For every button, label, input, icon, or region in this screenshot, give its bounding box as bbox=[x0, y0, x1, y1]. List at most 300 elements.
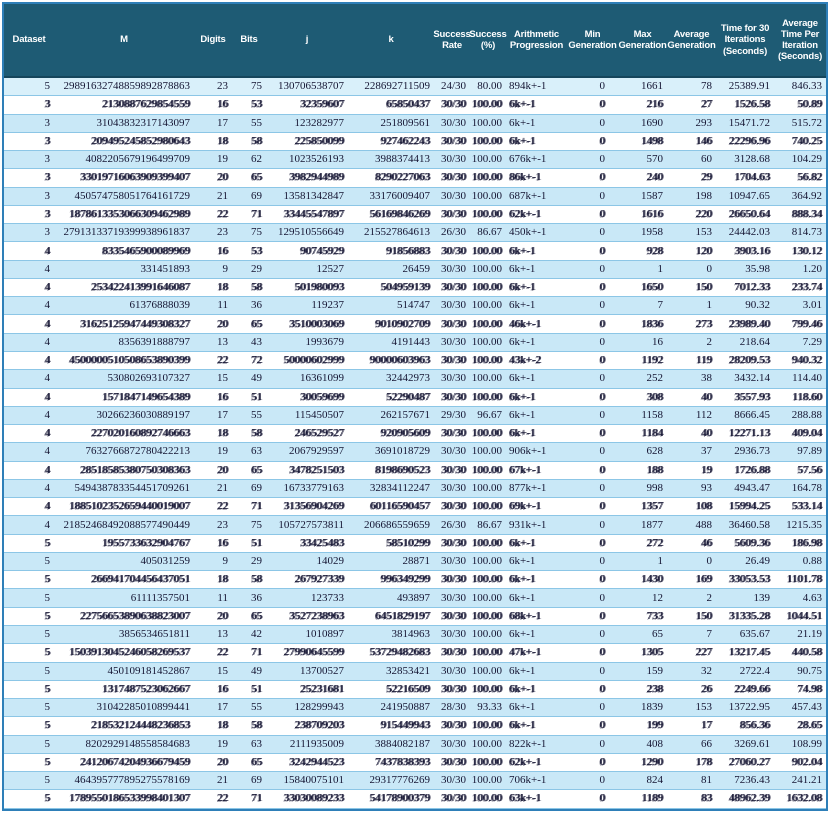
cell-m: 405031259 bbox=[140, 555, 190, 568]
cell-j: 130706538707 bbox=[278, 80, 344, 93]
cell-dataset: 4 bbox=[44, 244, 50, 257]
cell-dataset: 4 bbox=[44, 500, 50, 513]
cell-min_generation: 0 bbox=[599, 463, 605, 476]
cell-k: 33176009407 bbox=[369, 189, 430, 202]
cell-time_30_iterations: 33053.53 bbox=[728, 573, 770, 586]
cell-m: 331451893 bbox=[140, 262, 190, 275]
cell-success_pct: 100.00 bbox=[471, 737, 502, 750]
cell-j: 31356904269 bbox=[283, 500, 344, 513]
cell-k: 26459 bbox=[402, 262, 430, 275]
cell-dataset: 4 bbox=[44, 317, 50, 330]
cell-max_generation: 1184 bbox=[641, 427, 663, 440]
cell-k: 32853421 bbox=[386, 664, 430, 677]
cell-avg_time_per_iteration: 164.78 bbox=[791, 481, 822, 494]
cell-max_generation: 199 bbox=[646, 719, 663, 732]
cell-avg_time_per_iteration: 799.46 bbox=[791, 317, 822, 330]
cell-digits: 18 bbox=[217, 427, 228, 440]
cell-average_generation: 83 bbox=[701, 792, 712, 805]
cell-bits: 75 bbox=[251, 80, 262, 93]
table-row bbox=[4, 443, 826, 461]
cell-digits: 22 bbox=[217, 792, 228, 805]
cell-bits: 51 bbox=[251, 682, 262, 695]
cell-min_generation: 0 bbox=[599, 518, 605, 531]
cell-max_generation: 272 bbox=[646, 536, 663, 549]
cell-arithmetic_progression: 6k+-1 bbox=[509, 390, 536, 403]
cell-j: 12527 bbox=[316, 262, 344, 275]
cell-average_generation: 40 bbox=[701, 427, 712, 440]
cell-arithmetic_progression: 6k+-1 bbox=[509, 134, 536, 147]
table-row bbox=[4, 188, 826, 206]
cell-k: 6451829197 bbox=[375, 609, 430, 622]
cell-k: 54178900379 bbox=[369, 792, 430, 805]
cell-bits: 65 bbox=[251, 463, 262, 476]
cell-dataset: 4 bbox=[44, 463, 50, 476]
table-row bbox=[4, 589, 826, 607]
cell-k: 228692711509 bbox=[364, 80, 430, 93]
column-header-k: k bbox=[388, 34, 394, 46]
cell-success_rate: 30/30 bbox=[440, 262, 466, 275]
table-row bbox=[4, 389, 826, 407]
cell-k: 262157671 bbox=[380, 408, 430, 421]
cell-arithmetic_progression: 6k+-1 bbox=[509, 664, 536, 677]
cell-digits: 20 bbox=[217, 317, 228, 330]
cell-time_30_iterations: 24442.03 bbox=[728, 226, 770, 239]
cell-dataset: 4 bbox=[44, 372, 50, 385]
cell-min_generation: 0 bbox=[599, 354, 605, 367]
cell-bits: 71 bbox=[251, 500, 262, 513]
cell-arithmetic_progression: 676k+-1 bbox=[509, 153, 547, 166]
cell-digits: 13 bbox=[217, 335, 228, 348]
cell-arithmetic_progression: 6k+-1 bbox=[509, 244, 536, 257]
cell-dataset: 5 bbox=[44, 646, 50, 659]
cell-digits: 21 bbox=[217, 774, 228, 787]
cell-average_generation: 293 bbox=[695, 116, 712, 129]
cell-success_rate: 30/30 bbox=[440, 719, 466, 732]
cell-max_generation: 1877 bbox=[641, 518, 663, 531]
cell-k: 7437838393 bbox=[375, 755, 430, 768]
cell-avg_time_per_iteration: 50.89 bbox=[797, 98, 822, 111]
cell-arithmetic_progression: 46k+-1 bbox=[509, 317, 541, 330]
cell-arithmetic_progression: 86k+-1 bbox=[509, 171, 541, 184]
cell-avg_time_per_iteration: 7.29 bbox=[802, 335, 822, 348]
table-row bbox=[4, 790, 826, 808]
cell-max_generation: 570 bbox=[646, 153, 663, 166]
cell-j: 123733 bbox=[311, 591, 344, 604]
cell-time_30_iterations: 90.32 bbox=[745, 299, 770, 312]
table-row bbox=[4, 644, 826, 662]
cell-k: 52216509 bbox=[386, 682, 430, 695]
cell-arithmetic_progression: 6k+-1 bbox=[509, 335, 536, 348]
cell-arithmetic_progression: 6k+-1 bbox=[509, 555, 536, 568]
column-header-time_30_iterations: Time for 30 Iterations (Seconds) bbox=[720, 23, 770, 57]
cell-k: 3884082187 bbox=[375, 737, 430, 750]
table-row bbox=[4, 407, 826, 425]
cell-m: 31042285010899441 bbox=[96, 701, 190, 714]
cell-success_rate: 30/30 bbox=[440, 335, 466, 348]
cell-bits: 58 bbox=[251, 134, 262, 147]
cell-j: 16361099 bbox=[300, 372, 344, 385]
cell-time_30_iterations: 15471.72 bbox=[728, 116, 770, 129]
cell-m: 450574758051764161729 bbox=[74, 189, 190, 202]
cell-max_generation: 1 bbox=[657, 262, 663, 275]
cell-m: 29891632748859892878863 bbox=[63, 80, 190, 93]
cell-avg_time_per_iteration: 3.01 bbox=[802, 299, 822, 312]
cell-arithmetic_progression: 6k+-1 bbox=[509, 628, 536, 641]
cell-bits: 65 bbox=[251, 755, 262, 768]
cell-min_generation: 0 bbox=[599, 555, 605, 568]
cell-success_pct: 86.67 bbox=[477, 226, 502, 239]
cell-max_generation: 238 bbox=[646, 682, 663, 695]
cell-dataset: 3 bbox=[44, 134, 50, 147]
cell-dataset: 5 bbox=[44, 719, 50, 732]
cell-min_generation: 0 bbox=[599, 774, 605, 787]
cell-time_30_iterations: 3432.14 bbox=[734, 372, 770, 385]
cell-time_30_iterations: 23989.40 bbox=[728, 317, 770, 330]
cell-success_pct: 100.00 bbox=[471, 774, 502, 787]
cell-avg_time_per_iteration: 457.43 bbox=[791, 701, 822, 714]
cell-j: 27990645599 bbox=[283, 646, 344, 659]
cell-dataset: 5 bbox=[44, 591, 50, 604]
cell-digits: 20 bbox=[217, 609, 228, 622]
cell-k: 65850437 bbox=[386, 98, 430, 111]
cell-success_rate: 30/30 bbox=[440, 299, 466, 312]
cell-bits: 69 bbox=[251, 481, 262, 494]
table-row bbox=[4, 224, 826, 242]
cell-digits: 18 bbox=[217, 573, 228, 586]
cell-success_rate: 30/30 bbox=[440, 628, 466, 641]
cell-average_generation: 0 bbox=[706, 555, 712, 568]
cell-dataset: 4 bbox=[44, 281, 50, 294]
cell-average_generation: 1 bbox=[706, 299, 712, 312]
cell-arithmetic_progression: 6k+-1 bbox=[509, 281, 536, 294]
cell-arithmetic_progression: 6k+-1 bbox=[509, 262, 536, 275]
cell-max_generation: 1616 bbox=[641, 207, 663, 220]
cell-average_generation: 78 bbox=[701, 80, 712, 93]
table-row bbox=[4, 480, 826, 498]
cell-j: 238709203 bbox=[294, 719, 344, 732]
cell-time_30_iterations: 1526.58 bbox=[734, 98, 770, 111]
table-row bbox=[4, 115, 826, 133]
cell-arithmetic_progression: 62k+-1 bbox=[509, 207, 541, 220]
cell-bits: 51 bbox=[251, 536, 262, 549]
cell-digits: 23 bbox=[217, 518, 228, 531]
cell-m: 31625125947449308327 bbox=[80, 317, 190, 330]
table-row bbox=[4, 261, 826, 279]
cell-arithmetic_progression: 62k+-1 bbox=[509, 755, 541, 768]
cell-success_rate: 30/30 bbox=[440, 244, 466, 257]
cell-time_30_iterations: 635.67 bbox=[739, 628, 770, 641]
cell-digits: 15 bbox=[217, 372, 228, 385]
cell-dataset: 3 bbox=[44, 171, 50, 184]
cell-digits: 16 bbox=[217, 536, 228, 549]
table-row bbox=[4, 78, 826, 96]
cell-digits: 20 bbox=[217, 171, 228, 184]
cell-j: 128299943 bbox=[294, 701, 344, 714]
cell-digits: 22 bbox=[217, 500, 228, 513]
cell-avg_time_per_iteration: 97.89 bbox=[797, 445, 822, 458]
cell-average_generation: 19 bbox=[701, 463, 712, 476]
cell-arithmetic_progression: 6k+-1 bbox=[509, 116, 536, 129]
cell-avg_time_per_iteration: 114.40 bbox=[792, 372, 822, 385]
cell-m: 2130887629854559 bbox=[102, 98, 190, 111]
cell-min_generation: 0 bbox=[599, 153, 605, 166]
cell-avg_time_per_iteration: 57.56 bbox=[797, 463, 822, 476]
cell-success_rate: 30/30 bbox=[440, 774, 466, 787]
cell-success_rate: 30/30 bbox=[440, 317, 466, 330]
cell-arithmetic_progression: 67k+-1 bbox=[509, 463, 541, 476]
cell-min_generation: 0 bbox=[599, 390, 605, 403]
cell-j: 16733779163 bbox=[283, 481, 344, 494]
cell-dataset: 4 bbox=[44, 408, 50, 421]
cell-average_generation: 146 bbox=[695, 134, 712, 147]
cell-digits: 22 bbox=[217, 646, 228, 659]
cell-min_generation: 0 bbox=[599, 80, 605, 93]
cell-min_generation: 0 bbox=[599, 664, 605, 677]
cell-max_generation: 1357 bbox=[641, 500, 663, 513]
column-header-digits: Digits bbox=[200, 34, 226, 46]
cell-success_pct: 100.00 bbox=[471, 372, 502, 385]
cell-arithmetic_progression: 47k+-1 bbox=[509, 646, 541, 659]
cell-avg_time_per_iteration: 888.34 bbox=[791, 207, 822, 220]
cell-dataset: 4 bbox=[44, 427, 50, 440]
cell-success_rate: 30/30 bbox=[440, 755, 466, 768]
cell-min_generation: 0 bbox=[599, 500, 605, 513]
cell-success_rate: 30/30 bbox=[440, 555, 466, 568]
cell-j: 3242944523 bbox=[289, 755, 344, 768]
cell-bits: 29 bbox=[251, 262, 262, 275]
cell-success_rate: 30/30 bbox=[440, 737, 466, 750]
cell-success_rate: 30/30 bbox=[440, 463, 466, 476]
cell-m: 61376888039 bbox=[129, 299, 190, 312]
results-table bbox=[2, 2, 828, 811]
cell-avg_time_per_iteration: 108.99 bbox=[791, 737, 822, 750]
cell-bits: 55 bbox=[251, 701, 262, 714]
cell-average_generation: 38 bbox=[701, 372, 712, 385]
cell-m: 530802693107327 bbox=[107, 372, 190, 385]
table-row bbox=[4, 315, 826, 333]
cell-min_generation: 0 bbox=[599, 134, 605, 147]
cell-k: 514747 bbox=[397, 299, 430, 312]
cell-time_30_iterations: 3903.16 bbox=[734, 244, 770, 257]
cell-avg_time_per_iteration: 233.74 bbox=[791, 281, 822, 294]
table-row bbox=[4, 663, 826, 681]
cell-j: 3478251503 bbox=[289, 463, 344, 476]
table-row bbox=[4, 151, 826, 169]
cell-dataset: 5 bbox=[44, 609, 50, 622]
cell-time_30_iterations: 10947.65 bbox=[728, 189, 770, 202]
cell-average_generation: 7 bbox=[706, 628, 712, 641]
cell-dataset: 4 bbox=[44, 262, 50, 275]
cell-k: 241950887 bbox=[380, 701, 430, 714]
cell-dataset: 3 bbox=[44, 189, 50, 202]
cell-dataset: 5 bbox=[44, 701, 50, 714]
cell-bits: 42 bbox=[251, 628, 262, 641]
cell-bits: 65 bbox=[251, 317, 262, 330]
table-row bbox=[4, 169, 826, 187]
cell-arithmetic_progression: 6k+-1 bbox=[509, 299, 536, 312]
cell-success_rate: 30/30 bbox=[440, 646, 466, 659]
cell-m: 227020160892746663 bbox=[91, 427, 190, 440]
cell-time_30_iterations: 3269.61 bbox=[734, 737, 770, 750]
cell-j: 123282977 bbox=[294, 116, 344, 129]
cell-m: 450109181452867 bbox=[107, 664, 190, 677]
cell-k: 504959139 bbox=[380, 281, 430, 294]
column-header-j: j bbox=[305, 34, 309, 46]
cell-max_generation: 928 bbox=[646, 244, 663, 257]
cell-min_generation: 0 bbox=[599, 609, 605, 622]
cell-time_30_iterations: 2722.4 bbox=[739, 664, 770, 677]
cell-max_generation: 1430 bbox=[641, 573, 663, 586]
cell-bits: 43 bbox=[251, 335, 262, 348]
cell-m: 1955733632904767 bbox=[102, 536, 190, 549]
cell-avg_time_per_iteration: 28.65 bbox=[797, 719, 822, 732]
cell-success_pct: 100.00 bbox=[471, 427, 502, 440]
cell-min_generation: 0 bbox=[599, 226, 605, 239]
cell-average_generation: 37 bbox=[701, 445, 712, 458]
cell-digits: 11 bbox=[217, 299, 228, 312]
cell-time_30_iterations: 2936.73 bbox=[734, 445, 770, 458]
cell-min_generation: 0 bbox=[599, 317, 605, 330]
cell-max_generation: 824 bbox=[646, 774, 663, 787]
cell-max_generation: 188 bbox=[646, 463, 663, 476]
cell-success_rate: 30/30 bbox=[440, 481, 466, 494]
cell-avg_time_per_iteration: 1101.78 bbox=[786, 573, 822, 586]
table-row bbox=[4, 772, 826, 790]
cell-bits: 55 bbox=[251, 408, 262, 421]
cell-time_30_iterations: 1704.63 bbox=[734, 171, 770, 184]
cell-k: 32442973 bbox=[386, 372, 430, 385]
cell-j: 14029 bbox=[316, 555, 344, 568]
cell-success_pct: 100.00 bbox=[471, 664, 502, 677]
cell-arithmetic_progression: 69k+-1 bbox=[509, 500, 541, 513]
cell-m: 24120674204936679459 bbox=[80, 755, 190, 768]
cell-dataset: 4 bbox=[44, 445, 50, 458]
cell-digits: 22 bbox=[217, 207, 228, 220]
cell-j: 50000602999 bbox=[283, 354, 344, 367]
cell-time_30_iterations: 25389.91 bbox=[728, 80, 770, 93]
cell-time_30_iterations: 28209.53 bbox=[728, 354, 770, 367]
cell-min_generation: 0 bbox=[599, 719, 605, 732]
cell-success_rate: 30/30 bbox=[440, 153, 466, 166]
cell-digits: 18 bbox=[217, 719, 228, 732]
cell-bits: 51 bbox=[251, 390, 262, 403]
table-row bbox=[4, 498, 826, 516]
cell-k: 493897 bbox=[397, 591, 430, 604]
cell-time_30_iterations: 35.98 bbox=[745, 262, 770, 275]
cell-time_30_iterations: 2249.66 bbox=[734, 682, 770, 695]
cell-j: 15840075101 bbox=[283, 774, 344, 787]
cell-dataset: 5 bbox=[44, 792, 50, 805]
cell-avg_time_per_iteration: 21.19 bbox=[797, 628, 822, 641]
cell-average_generation: 27 bbox=[701, 98, 712, 111]
cell-time_30_iterations: 8666.45 bbox=[734, 408, 770, 421]
cell-arithmetic_progression: 931k+-1 bbox=[509, 518, 547, 531]
cell-success_pct: 100.00 bbox=[471, 591, 502, 604]
cell-average_generation: 60 bbox=[701, 153, 712, 166]
cell-m: 549438783354451709261 bbox=[74, 481, 190, 494]
column-header-m: M bbox=[120, 34, 128, 46]
cell-min_generation: 0 bbox=[599, 481, 605, 494]
cell-digits: 18 bbox=[217, 134, 228, 147]
cell-avg_time_per_iteration: 364.92 bbox=[791, 189, 822, 202]
cell-m: 1503913045246058269537 bbox=[69, 646, 190, 659]
cell-avg_time_per_iteration: 288.88 bbox=[791, 408, 822, 421]
cell-max_generation: 1836 bbox=[641, 317, 663, 330]
cell-j: 267927339 bbox=[294, 573, 344, 586]
table-row bbox=[4, 425, 826, 443]
table-row bbox=[4, 516, 826, 534]
cell-arithmetic_progression: 6k+-1 bbox=[509, 98, 536, 111]
cell-digits: 23 bbox=[217, 226, 228, 239]
cell-max_generation: 252 bbox=[646, 372, 663, 385]
cell-k: 58510299 bbox=[386, 536, 430, 549]
cell-success_pct: 96.67 bbox=[477, 408, 502, 421]
cell-arithmetic_progression: 894k+-1 bbox=[509, 80, 547, 93]
table-body bbox=[4, 78, 826, 809]
cell-dataset: 4 bbox=[44, 354, 50, 367]
cell-digits: 11 bbox=[217, 591, 228, 604]
cell-average_generation: 0 bbox=[706, 262, 712, 275]
table-row bbox=[4, 608, 826, 626]
cell-arithmetic_progression: 687k+-1 bbox=[509, 189, 547, 202]
cell-success_pct: 100.00 bbox=[471, 609, 502, 622]
cell-time_30_iterations: 3557.93 bbox=[734, 390, 770, 403]
cell-digits: 19 bbox=[217, 737, 228, 750]
cell-max_generation: 1650 bbox=[641, 281, 663, 294]
cell-average_generation: 2 bbox=[706, 591, 712, 604]
cell-min_generation: 0 bbox=[599, 682, 605, 695]
cell-avg_time_per_iteration: 902.04 bbox=[791, 755, 822, 768]
cell-time_30_iterations: 31335.28 bbox=[728, 609, 770, 622]
cell-min_generation: 0 bbox=[599, 335, 605, 348]
cell-m: 22756653890638823007 bbox=[80, 609, 190, 622]
cell-bits: 36 bbox=[251, 591, 262, 604]
cell-arithmetic_progression: 68k+-1 bbox=[509, 609, 541, 622]
cell-k: 915449943 bbox=[380, 719, 430, 732]
cell-m: 8202929148558584683 bbox=[85, 737, 190, 750]
cell-k: 29317776269 bbox=[369, 774, 430, 787]
cell-success_rate: 30/30 bbox=[440, 427, 466, 440]
cell-m: 209495245852980643 bbox=[91, 134, 190, 147]
cell-max_generation: 998 bbox=[646, 481, 663, 494]
cell-avg_time_per_iteration: 533.14 bbox=[791, 500, 822, 513]
cell-m: 27913133719399938961837 bbox=[63, 226, 190, 239]
cell-avg_time_per_iteration: 846.33 bbox=[791, 80, 822, 93]
cell-j: 225850099 bbox=[294, 134, 344, 147]
cell-k: 996349299 bbox=[380, 573, 430, 586]
table-row bbox=[4, 462, 826, 480]
table-row bbox=[4, 717, 826, 735]
cell-dataset: 5 bbox=[44, 628, 50, 641]
table-row bbox=[4, 553, 826, 571]
cell-arithmetic_progression: 6k+-1 bbox=[509, 536, 536, 549]
cell-dataset: 5 bbox=[44, 755, 50, 768]
cell-arithmetic_progression: 6k+-1 bbox=[509, 573, 536, 586]
cell-dataset: 4 bbox=[44, 481, 50, 494]
cell-average_generation: 198 bbox=[695, 189, 712, 202]
cell-min_generation: 0 bbox=[599, 701, 605, 714]
cell-time_30_iterations: 26650.64 bbox=[728, 207, 770, 220]
cell-j: 13581342847 bbox=[283, 189, 344, 202]
cell-success_pct: 100.00 bbox=[471, 317, 502, 330]
table-row bbox=[4, 626, 826, 644]
cell-m: 21852468492088577490449 bbox=[63, 518, 190, 531]
cell-m: 8335465900089969 bbox=[102, 244, 190, 257]
cell-digits: 19 bbox=[217, 445, 228, 458]
cell-m: 33019716063909399407 bbox=[80, 171, 190, 184]
cell-j: 501980093 bbox=[294, 281, 344, 294]
cell-max_generation: 1661 bbox=[641, 80, 663, 93]
